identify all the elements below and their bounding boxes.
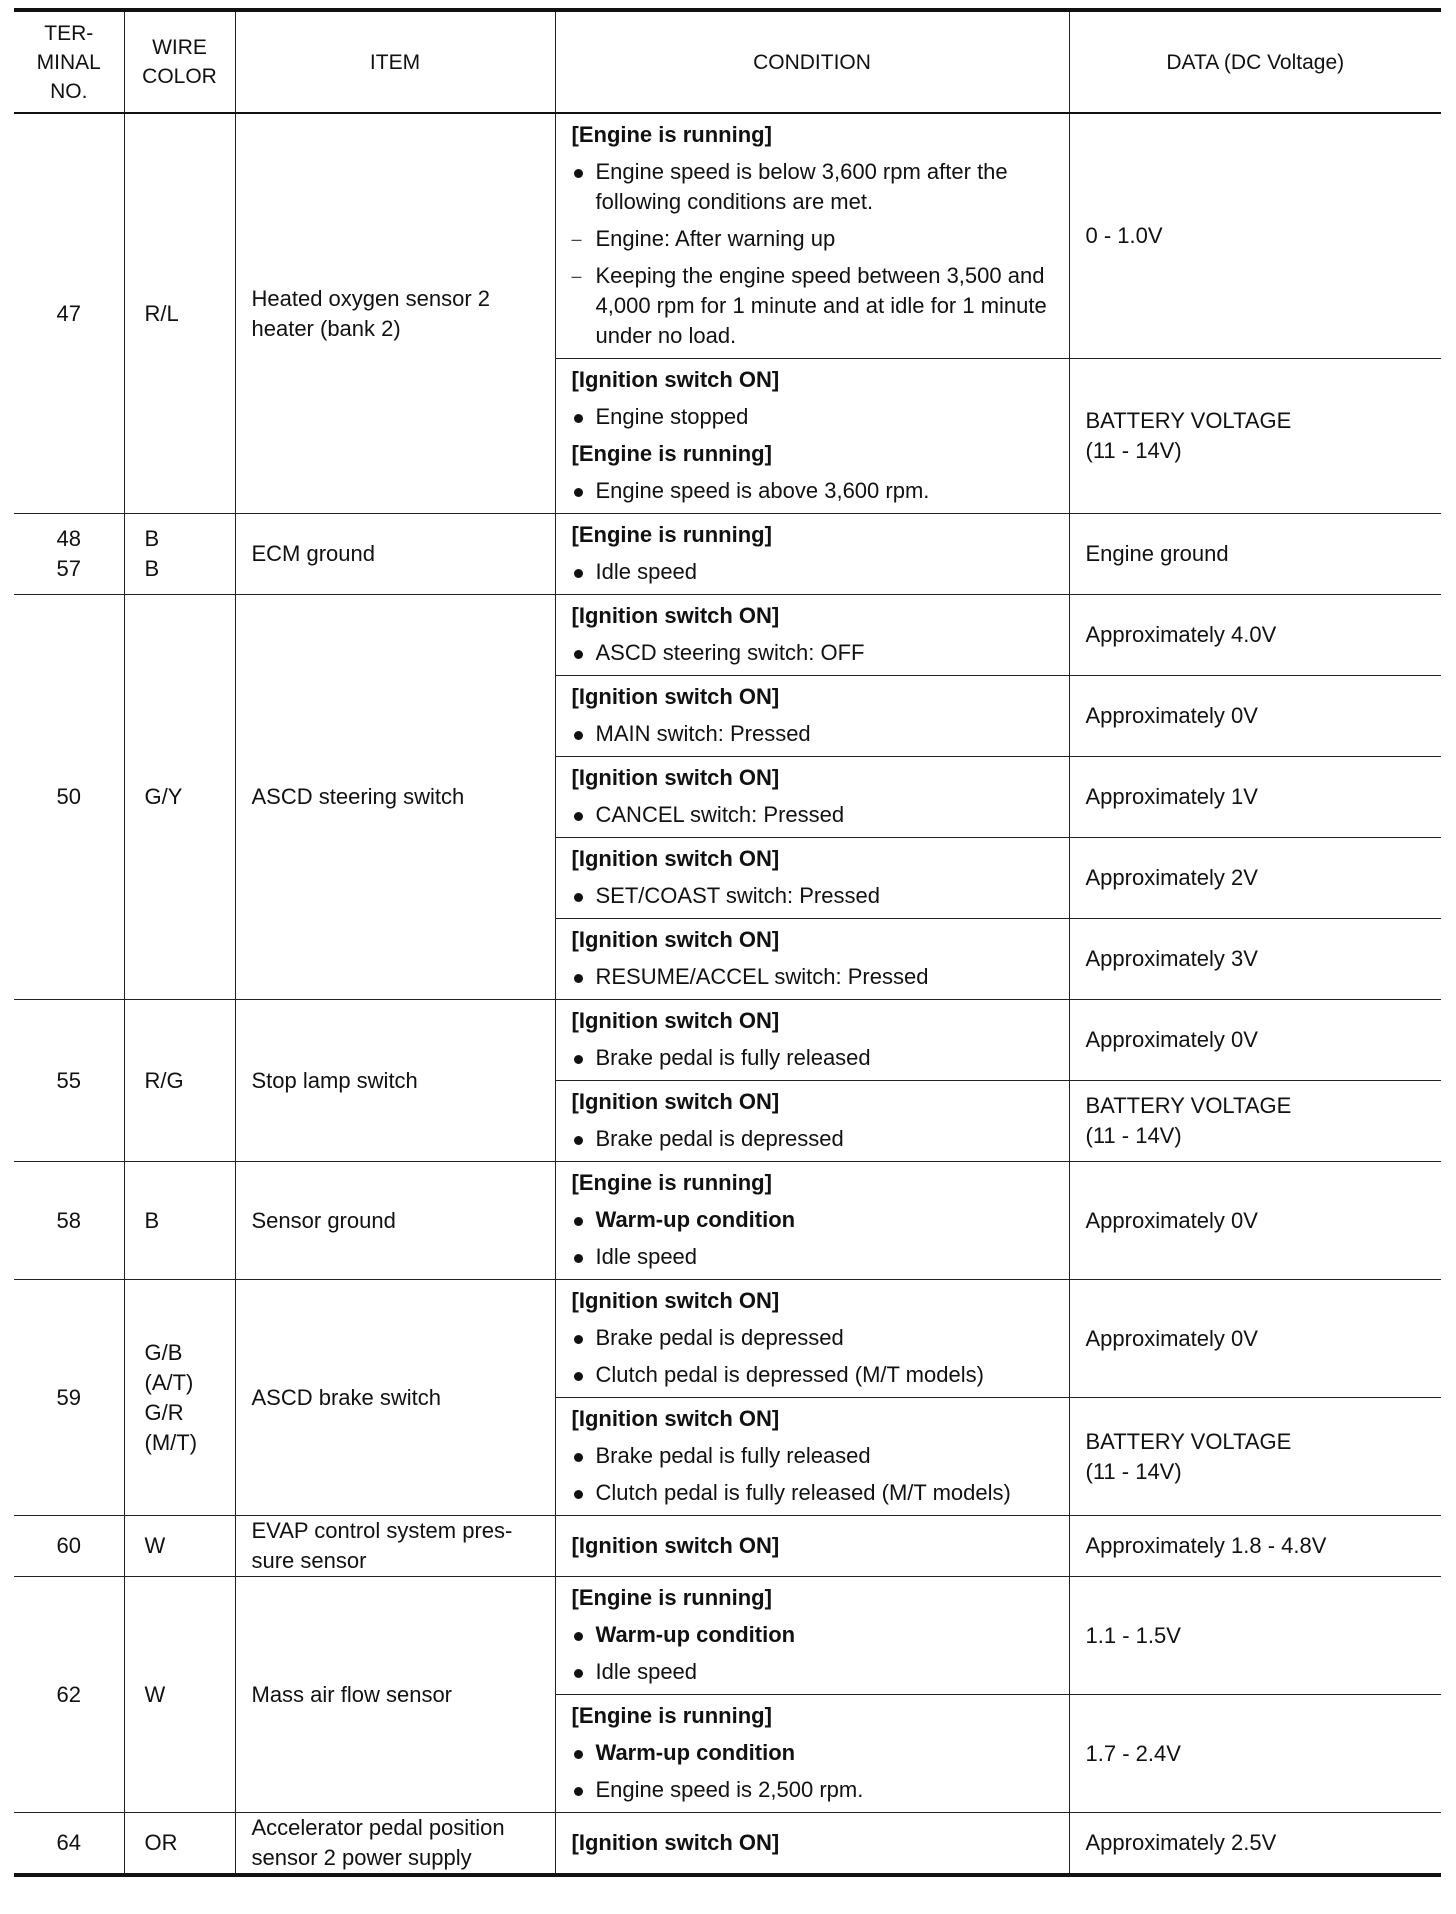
data-voltage: Approximately 0V xyxy=(1085,1325,1258,1351)
item-cell: Heated oxygen sensor 2 heater (bank 2) xyxy=(235,113,555,514)
terminal-no: 59 xyxy=(56,1384,81,1410)
condition-header: [Ignition switch ON] xyxy=(571,684,780,709)
data-voltage-cell xyxy=(1069,1000,1441,1081)
terminal-no-cell xyxy=(14,514,124,595)
condition-bullet: Warm-up condition xyxy=(572,1738,1055,1768)
condition-header: [Ignition switch ON] xyxy=(571,846,780,871)
data-voltage: BATTERY VOLTAGE xyxy=(1085,1428,1292,1454)
wire-color-cell xyxy=(124,1516,235,1577)
condition-bullet: Engine stopped xyxy=(572,402,1055,432)
condition-header: [Ignition switch ON] xyxy=(571,367,780,392)
data-voltage-cell xyxy=(1069,1081,1441,1162)
data-voltage-cell xyxy=(1069,676,1441,757)
condition-cell xyxy=(555,919,1069,1000)
data-voltage: Approximately 1.8 - 4.8V xyxy=(1085,1533,1327,1558)
condition-cell xyxy=(555,1081,1069,1162)
data-voltage: Approximately 3V xyxy=(1085,946,1258,971)
item-cell: Mass air flow sensor xyxy=(235,1577,555,1813)
data-voltage-cell xyxy=(1069,1813,1441,1876)
data-voltage-cell xyxy=(1069,1577,1441,1695)
condition-header: [Engine is running] xyxy=(571,122,772,147)
condition-bullet: Warm-up condition xyxy=(572,1205,1055,1235)
data-voltage: Approximately 4.0V xyxy=(1085,622,1277,647)
wire-color: G/B xyxy=(144,1339,183,1365)
condition-header: [Engine is running] xyxy=(571,522,772,547)
table-row xyxy=(14,1813,1441,1876)
condition-cell xyxy=(555,359,1069,514)
wire-color: W xyxy=(144,1533,166,1558)
terminal-no: 64 xyxy=(56,1830,81,1855)
data-voltage-cell xyxy=(1069,1516,1441,1577)
condition-bullet: Brake pedal is depressed xyxy=(572,1124,1055,1154)
condition-header: [Ignition switch ON] xyxy=(571,1288,780,1313)
table-body xyxy=(14,113,1441,1875)
condition-header: [Ignition switch ON] xyxy=(571,1532,780,1558)
condition-cell xyxy=(555,514,1069,595)
condition-header: [Ignition switch ON] xyxy=(571,1008,780,1033)
condition-bullet: CANCEL switch: Pressed xyxy=(572,800,1055,830)
condition-cell xyxy=(555,676,1069,757)
condition-header: [Ignition switch ON] xyxy=(571,1829,780,1855)
terminal-no-cell xyxy=(14,1577,124,1813)
item-cell: ECM ground xyxy=(235,514,555,595)
condition-bullet: Idle speed xyxy=(572,1242,1055,1272)
data-voltage: Approximately 0V xyxy=(1085,703,1258,728)
data-voltage-cell xyxy=(1069,1695,1441,1813)
condition-bullet: Engine speed is 2,500 rpm. xyxy=(572,1775,1055,1805)
condition-cell xyxy=(555,1398,1069,1516)
table-row xyxy=(14,514,1441,595)
terminal-no: 60 xyxy=(56,1533,81,1558)
wire-color-cell xyxy=(124,595,235,1000)
wire-color: B xyxy=(144,526,160,551)
condition-header: [Ignition switch ON] xyxy=(571,765,780,790)
condition-bullet: Brake pedal is depressed xyxy=(572,1323,1055,1353)
condition-bullet: Idle speed xyxy=(572,557,1055,587)
condition-bullet: ASCD steering switch: OFF xyxy=(572,638,1055,668)
header-terminal-no: TER- MINAL NO. xyxy=(14,10,124,113)
terminal-no-cell xyxy=(14,1162,124,1280)
item-cell: ASCD steering switch xyxy=(235,595,555,1000)
data-voltage-cell xyxy=(1069,1280,1441,1398)
data-voltage: Approximately 2.5V xyxy=(1085,1830,1277,1855)
wire-color-cell xyxy=(124,1813,235,1876)
condition-cell xyxy=(555,757,1069,838)
terminal-no: 50 xyxy=(56,784,81,809)
condition-dash-item: – Keeping the engine speed between 3,500 and 4,000 rpm for 1 minute and at idle for 1 minute under no load. xyxy=(572,261,1055,351)
condition-bullet: Clutch pedal is fully released (M/T models) xyxy=(572,1478,1055,1508)
wire-color: W xyxy=(144,1681,166,1707)
condition-header: [Engine is running] xyxy=(571,1703,772,1728)
wire-color-cell xyxy=(124,1162,235,1280)
data-voltage-cell xyxy=(1069,113,1441,359)
header-condition: CONDITION xyxy=(555,10,1069,113)
condition-header: [Ignition switch ON] xyxy=(571,927,780,952)
terminal-no: 58 xyxy=(56,1207,81,1233)
condition-cell xyxy=(555,1280,1069,1398)
table-row xyxy=(14,595,1441,676)
item-cell: Sensor ground xyxy=(235,1162,555,1280)
terminal-no-cell xyxy=(14,1000,124,1162)
condition-bullet: SET/COAST switch: Pressed xyxy=(572,881,1055,911)
header-item: ITEM xyxy=(235,10,555,113)
terminal-no-cell xyxy=(14,1280,124,1516)
item-cell: Accelerator pedal position sensor 2 power supply xyxy=(235,1813,555,1876)
condition-cell xyxy=(555,1516,1069,1577)
table-header-row xyxy=(14,10,1441,113)
data-voltage: BATTERY VOLTAGE xyxy=(1085,408,1292,433)
terminal-no: 47 xyxy=(56,300,81,326)
header-wire-color: WIRE COLOR xyxy=(124,10,235,113)
wire-color-cell xyxy=(124,514,235,595)
wire-color: B xyxy=(144,556,160,581)
data-voltage: Approximately 0V xyxy=(1085,1207,1258,1233)
wire-color: G/R xyxy=(144,1399,184,1425)
data-voltage: Approximately 0V xyxy=(1085,1027,1258,1052)
terminal-no: 62 xyxy=(56,1681,81,1707)
data-voltage-cell xyxy=(1069,359,1441,514)
table-row xyxy=(14,1577,1441,1695)
condition-header: [Ignition switch ON] xyxy=(571,603,780,628)
condition-cell xyxy=(555,1813,1069,1876)
data-voltage: (11 - 14V) xyxy=(1085,438,1182,463)
terminal-no-cell xyxy=(14,1516,124,1577)
data-voltage: Approximately 2V xyxy=(1085,865,1258,890)
data-voltage-cell xyxy=(1069,919,1441,1000)
terminal-table-sheet xyxy=(14,8,1441,1877)
terminal-no-cell xyxy=(14,595,124,1000)
wire-color: G/Y xyxy=(144,784,183,809)
condition-cell xyxy=(555,838,1069,919)
wire-color-cell xyxy=(124,1000,235,1162)
ecm-terminal-table xyxy=(14,8,1441,1877)
header-data: DATA (DC Voltage) xyxy=(1069,10,1441,113)
wire-color-cell xyxy=(124,1280,235,1516)
data-voltage: 1.1 - 1.5V xyxy=(1085,1622,1181,1648)
table-row xyxy=(14,1280,1441,1398)
condition-bullet: Engine speed is below 3,600 rpm after the following conditions are met. xyxy=(572,157,1055,217)
condition-cell xyxy=(555,113,1069,359)
data-voltage-cell xyxy=(1069,757,1441,838)
wire-color-cell xyxy=(124,113,235,514)
data-voltage: (11 - 14V) xyxy=(1085,1458,1182,1484)
condition-bullet: Clutch pedal is depressed (M/T models) xyxy=(572,1360,1055,1390)
condition-cell xyxy=(555,1695,1069,1813)
condition-dash-item: – Engine: After warning up xyxy=(572,224,1055,254)
data-voltage-cell xyxy=(1069,838,1441,919)
table-row xyxy=(14,1516,1441,1577)
terminal-no-cell xyxy=(14,1813,124,1876)
item-cell: Stop lamp switch xyxy=(235,1000,555,1162)
item-cell: ASCD brake switch xyxy=(235,1280,555,1516)
terminal-no: 48 xyxy=(56,526,81,551)
data-voltage: 0 - 1.0V xyxy=(1085,223,1163,248)
condition-cell xyxy=(555,1000,1069,1081)
terminal-no: 55 xyxy=(56,1067,81,1093)
condition-header: [Ignition switch ON] xyxy=(571,1406,780,1431)
wire-color: R/L xyxy=(144,300,179,326)
condition-bullet: Brake pedal is fully released xyxy=(572,1441,1055,1471)
wire-color: OR xyxy=(144,1830,178,1855)
table-row xyxy=(14,1000,1441,1081)
terminal-no: 57 xyxy=(56,556,81,581)
condition-header: [Engine is running] xyxy=(571,1170,772,1195)
table-row xyxy=(14,1162,1441,1280)
data-voltage-cell xyxy=(1069,595,1441,676)
condition-cell xyxy=(555,1577,1069,1695)
condition-bullet: Idle speed xyxy=(572,1657,1055,1687)
data-voltage: BATTERY VOLTAGE xyxy=(1085,1093,1292,1118)
data-voltage: Engine ground xyxy=(1085,541,1229,566)
wire-color: (M/T) xyxy=(144,1429,198,1455)
data-voltage-cell xyxy=(1069,514,1441,595)
condition-bullet: MAIN switch: Pressed xyxy=(572,719,1055,749)
wire-color-cell xyxy=(124,1577,235,1813)
condition-cell xyxy=(555,595,1069,676)
condition-header: [Engine is running] xyxy=(571,441,772,466)
condition-header: [Engine is running] xyxy=(571,1585,772,1610)
data-voltage: 1.7 - 2.4V xyxy=(1085,1740,1181,1766)
condition-bullet: Engine speed is above 3,600 rpm. xyxy=(572,476,1055,506)
item-cell: EVAP control system pres-sure sensor xyxy=(235,1516,555,1577)
data-voltage-cell xyxy=(1069,1398,1441,1516)
wire-color: B xyxy=(144,1207,160,1233)
condition-header: [Ignition switch ON] xyxy=(571,1089,780,1114)
terminal-no-cell xyxy=(14,113,124,514)
data-voltage: Approximately 1V xyxy=(1085,784,1258,809)
wire-color: R/G xyxy=(144,1067,184,1093)
table-row xyxy=(14,113,1441,359)
condition-bullet: Brake pedal is fully released xyxy=(572,1043,1055,1073)
data-voltage: (11 - 14V) xyxy=(1085,1123,1182,1148)
condition-bullet: RESUME/ACCEL switch: Pressed xyxy=(572,962,1055,992)
condition-bullet: Warm-up condition xyxy=(572,1620,1055,1650)
data-voltage-cell xyxy=(1069,1162,1441,1280)
wire-color: (A/T) xyxy=(144,1369,194,1395)
condition-cell xyxy=(555,1162,1069,1280)
